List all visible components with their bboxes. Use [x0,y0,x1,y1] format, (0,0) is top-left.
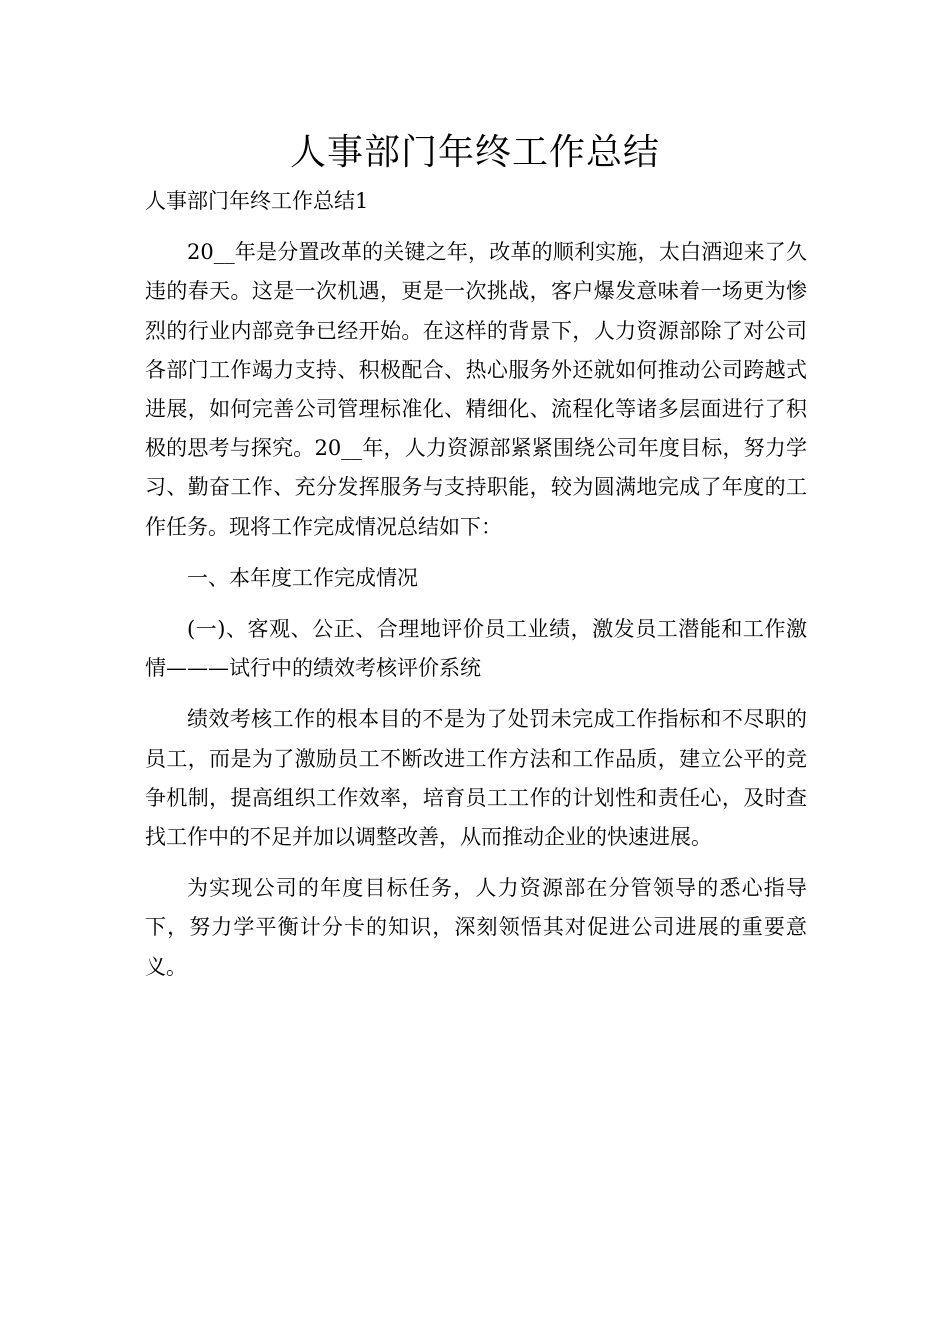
paragraph-intro: 20__年是分置改革的关键之年，改革的顺利实施，太白酒迎来了久违的春天。这是一次机遇，更是一次挑战，客户爆发意味着一场更为惨烈的行业内部竞争已经开始。在这样的背景下，人力资源部除了对公司各部门工作竭力支持、积极配合、热心服务外还就如何推动公司跨越式进展，如何完善公司管理标准化、精细化、流程化等诸多层面进行了积极的思考与探究。20__年，人力资源部紧紧围绕公司年度目标，努力学习、勤奋工作、充分发挥服务与支持职能，较为圆满地完成了年度的工作任务。现将工作完成情况总结如下： [145,240,807,539]
document-title: 人事部门年终工作总结 [289,132,660,173]
section-heading: 人事部门年终工作总结1 [145,189,369,213]
paragraph-annual-goal: 为实现公司的年度目标任务，人力资源部在分管领导的悉心指导下，努力学平衡计分卡的知识，深刻领悟其对促进公司进展的重要意义。 [145,876,807,979]
document-body [145,182,807,987]
paragraph-subsection-one: (一)、客观、公正、合理地评价员工业绩，激发员工潜能和工作激情———试行中的绩效考核评价系统 [145,617,807,681]
paragraph-section-one: 一、本年度工作完成情况 [187,565,418,590]
paragraph-performance-purpose: 绩效考核工作的根本目的不是为了处罚未完成工作指标和不尽职的员工，而是为了激励员工不断改进工作方法和工作品质，建立公平的竞争机制，提高组织工作效率，培育员工工作的计划性和责任心，及时查找工作中的不足并加以调整改善，从而推动企业的快速进展。 [145,707,807,850]
